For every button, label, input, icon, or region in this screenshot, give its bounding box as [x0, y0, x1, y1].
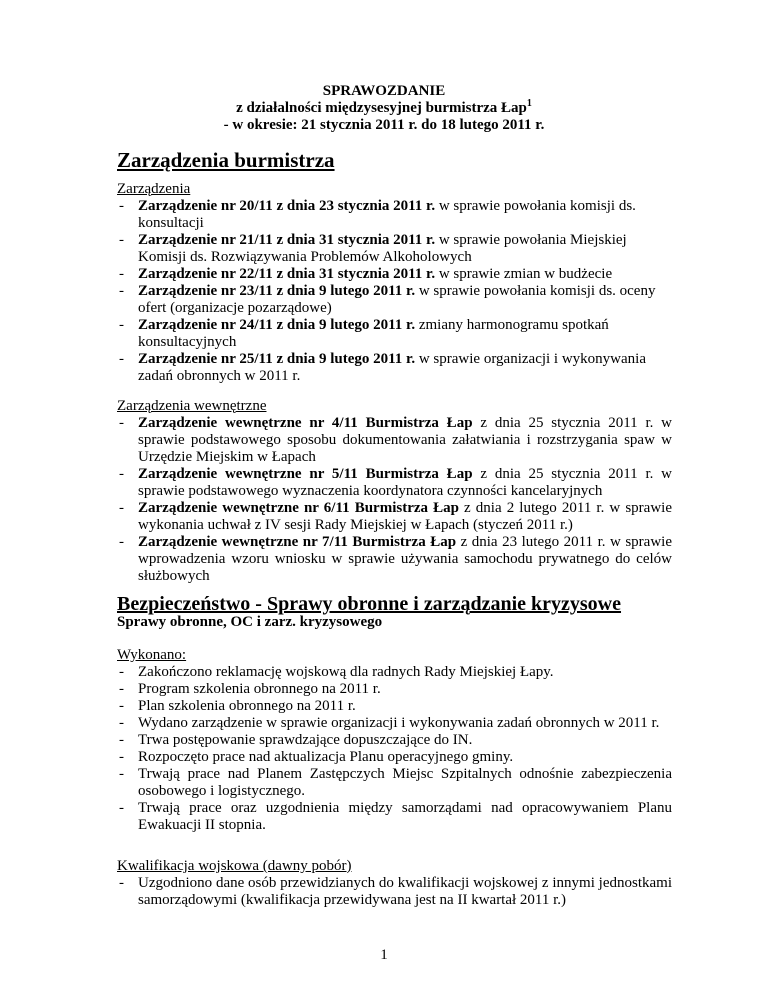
list-item: - Trwają prace oraz uzgodnienia między samorządami nad opracowywaniem Planu Ewakuacji II stopnia. [117, 800, 672, 834]
list-item-bold: Zarządzenie wewnętrzne nr 7/11 Burmistrza Łap [138, 534, 457, 550]
list-item-bold: Zarządzenie nr 24/11 z dnia 9 lutego 2011 r. [138, 317, 416, 333]
list-item: - Rozpoczęto prace nad aktualizacja Planu operacyjnego gminy. [117, 749, 672, 766]
group-title-zarzadzenia-wewnetrzne: Zarządzenia wewnętrzne [117, 398, 267, 414]
list-item-text: w sprawie powołania komisji ds. oceny ofert (organizacje pozarządowe) [138, 283, 656, 316]
list-item [117, 266, 672, 283]
list-item: - Plan szkolenia obronnego na 2011 r. [117, 698, 672, 715]
kwalifikacja-list [117, 875, 672, 909]
section-heading-bezpieczenstwo: Bezpieczeństwo - Sprawy obronne i zarządzanie kryzysowe [117, 593, 622, 615]
report-period: - w okresie: 21 stycznia 2011 r. do 18 lutego 2011 r. [223, 117, 545, 133]
list-item [117, 534, 672, 585]
list-item [117, 415, 672, 466]
section-subheading: Sprawy obronne, OC i zarz. kryzysowego [117, 614, 383, 630]
list-item-bold: Zarządzenie nr 22/11 z dnia 31 stycznia 2011 r. [138, 266, 436, 282]
page-number: 1 [380, 947, 388, 963]
list-item-text: w sprawie powołania komisji ds. konsultacji [138, 198, 636, 231]
list-item [117, 198, 672, 232]
section-heading-zarzadzenia: Zarządzenia burmistrza [117, 148, 335, 172]
list-item [117, 351, 672, 385]
list-item-bold: Zarządzenie nr 20/11 z dnia 23 stycznia 2011 r. [138, 198, 436, 214]
group-title-wykonano: Wykonano: [117, 647, 187, 663]
list-item-text: w sprawie zmian w budżecie [435, 266, 613, 282]
list-item-text: z dnia 25 stycznia 2011 r. w sprawie podstawowego sposobu dokumentowania załatwiania i rozstrzygania spaw w Urzędzie Miejskim w Łapach [138, 415, 673, 465]
list-item [117, 317, 672, 351]
group-title-zarzadzenia: Zarządzenia [117, 181, 191, 197]
zarzadzenia-list [117, 198, 672, 385]
list-item [117, 283, 672, 317]
list-item: - Zakończono reklamację wojskową dla radnych Rady Miejskiej Łapy. [117, 664, 672, 681]
list-item: - Trwa postępowanie sprawdzające dopuszczające do IN. [117, 732, 672, 749]
list-item-bold: Zarządzenie nr 21/11 z dnia 31 stycznia 2011 r. [138, 232, 436, 248]
list-item-text: z dnia 25 stycznia 2011 r. w sprawie podstawowego wyznaczenia koordynatora czynności kancelaryjnych [138, 466, 673, 499]
list-item: - Trwają prace nad Planem Zastępczych Miejsc Szpitalnych odnośnie zabezpieczenia osobowego i logistycznego. [117, 766, 672, 800]
zarzadzenia-wewnetrzne-list [117, 415, 672, 585]
report-subtitle [0, 100, 768, 117]
list-item-bold: Zarządzenie wewnętrzne nr 5/11 Burmistrza Łap [138, 466, 473, 482]
list-item-bold: Zarządzenie wewnętrzne nr 4/11 Burmistrza Łap [138, 415, 473, 431]
list-item-bold: Zarządzenie wewnętrzne nr 6/11 Burmistrza Łap [138, 500, 459, 516]
list-item-text: w sprawie organizacji i wykonywania zadań obronnych w 2011 r. [138, 351, 646, 384]
list-item: - Program szkolenia obronnego na 2011 r. [117, 681, 672, 698]
list-item-bold: Zarządzenie nr 23/11 z dnia 9 lutego 2011 r. [138, 283, 416, 299]
list-item [117, 500, 672, 534]
group-title-kwalifikacja: Kwalifikacja wojskowa (dawny pobór) [117, 858, 352, 874]
report-subtitle-text: z działalności międzysesyjnej burmistrza Łap [236, 100, 527, 116]
list-item-text: z dnia 23 lutego 2011 r. w sprawie wprowadzenia wzoru wniosku w sprawie używania samochodu prywatnego do celów służbowych [138, 534, 672, 584]
footnote-mark: 1 [526, 98, 532, 109]
report-title: SPRAWOZDANIE [322, 83, 446, 99]
list-item [117, 466, 672, 500]
list-item: - Uzgodniono dane osób przewidzianych do kwalifikacji wojskowej z innymi jednostkami samorządowymi (kwalifikacja przewidywana jest na II kwartał 2011 r.) [117, 875, 672, 909]
list-item-text: w sprawie powołania Miejskiej Komisji ds. Rozwiązywania Problemów Alkoholowych [138, 232, 627, 265]
list-item [117, 232, 672, 266]
wykonano-list [117, 664, 672, 834]
list-item-text: zmiany harmonogramu spotkań konsultacyjnych [138, 317, 609, 350]
list-item-text: z dnia 2 lutego 2011 r. w sprawie wykonania uchwał z IV sesji Rady Miejskiej w Łapach (styczeń 2011 r.) [138, 500, 672, 533]
list-item: - Wydano zarządzenie w sprawie organizacji i wykonywania zadań obronnych w 2011 r. [117, 715, 672, 732]
list-item-bold: Zarządzenie nr 25/11 z dnia 9 lutego 2011 r. [138, 351, 416, 367]
